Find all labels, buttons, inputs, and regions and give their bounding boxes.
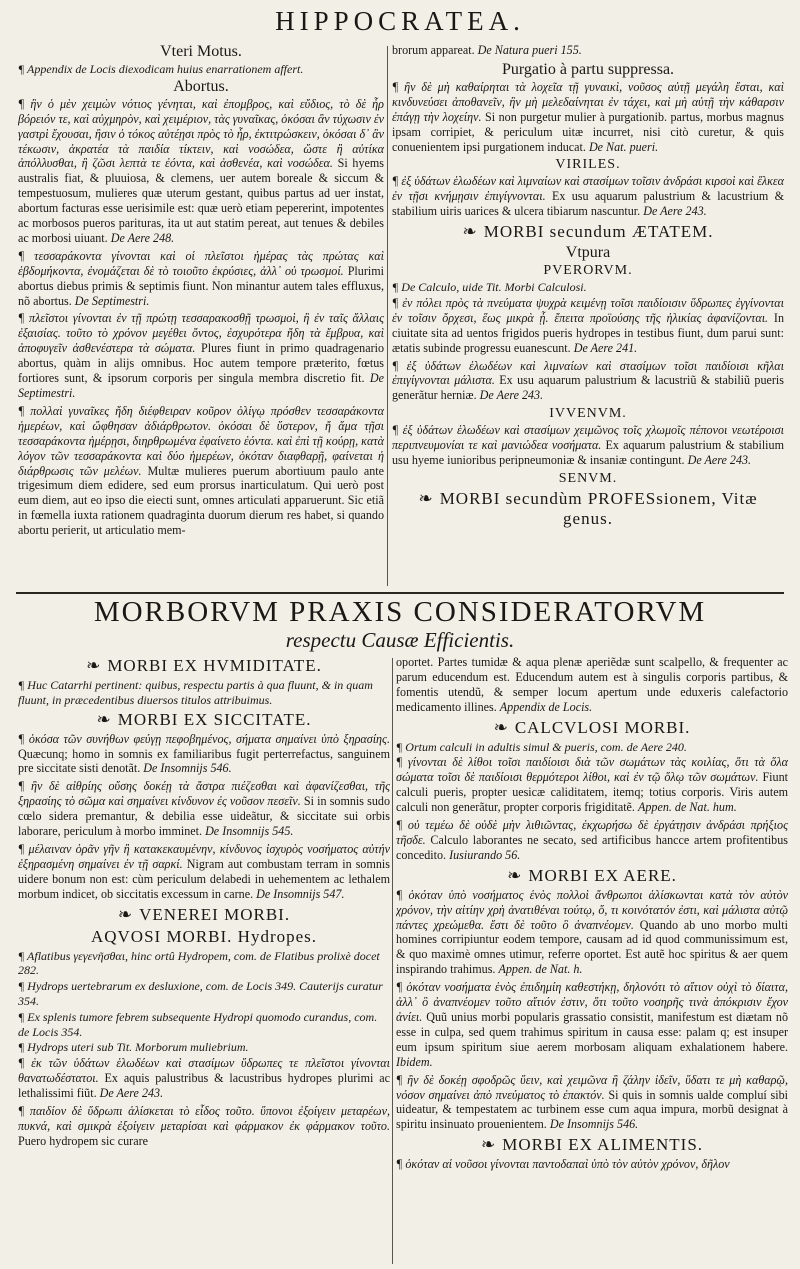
cross-reference-note: ¶ Appendix de Locis diexodicam huius enarrationem affert. <box>18 62 304 76</box>
cross-reference-note: ¶ Ortum calculi in adultis simul & pueris, com. de Aere 240. <box>396 739 687 754</box>
cross-reference-note: ¶ De Calculo, uide Tit. Morbi Calculosi. <box>392 280 587 295</box>
chapter-heading-text: VENEREI MORBI. <box>139 904 291 924</box>
cross-reference-note: ¶ Hydrops uertebrarum ex desluxione, com. de Locis 349. Cauterijs curatur 354. <box>18 979 383 1008</box>
citation: De Aere 243. <box>479 388 544 403</box>
latin-text: In ciuitate sita ad uentos frigidos pueris hydropes in testibus fiunt, dum parui sunt: ætatis subinde progressu euanescunt. <box>392 310 784 355</box>
latin-text: brorum appareat. <box>392 43 475 57</box>
citation: Appen. de Nat. h. <box>498 962 583 977</box>
latin-text: Plurimi abortus diebus primis & septimis fiunt. Non minantur autem tales effluxus, nõ abortus. <box>18 263 384 308</box>
paragraph <box>18 249 384 309</box>
citation: Iusiurando 56. <box>449 847 521 862</box>
paragraph <box>396 980 788 1069</box>
latin-text: Si hyems australis fiat, & pluuiosa, & clemens, uer autem boreale & siccum & tempestuosum, mulieres quæ uterum gestant, quibus partus ad uer instat, abortum facturas esse uerisimile est: quæ uerò etiam pepererint, impotentes ac morbosos pueros parituras, ita ut aut statim pereat, aut tenues & debiles ac morbosi uiuant. <box>18 156 384 245</box>
citation: Appendix de Locis. <box>499 699 593 714</box>
paragraph <box>18 404 384 538</box>
greek-text: ¶ τεσσαράκοντα γίνονται καὶ οἱ πλεῖστοι ἡμέρας τὰς πρώτας καὶ ἑβδομήκοντα, ἐνομάζεται δὲ τὸ τοιοῦτο ἐκρύσιες, ἀλλ᾽ οὐ τρωσμοί. <box>18 248 384 278</box>
paragraph <box>18 842 390 902</box>
chapter-heading-text: MORBI secundùm PROFESsionem, Vitæ genus. <box>439 489 758 529</box>
section-heading: Purgatio à partu suppressa. <box>501 60 675 78</box>
paragraph <box>18 1056 390 1101</box>
latin-text: Nigram aut combustam terram in somnis uidere bonum non est: cùm periculum delabedi in uehementem ac lethalem morbum indicet, ob siccitatis excessum in carne. <box>18 856 390 901</box>
latin-text: Quũ unius morbi popularis grassatio consistit, manifestum est diætam nõ esse in culpa, sed quem trahimus spiritum in causa esse: palam q; est insuper eum ipsum spiritum siue aerem morbosam aliquam exhalationem habere. <box>396 1010 788 1054</box>
citation: De Insomnijs 546. <box>549 1117 639 1132</box>
chapter-heading <box>18 656 390 676</box>
greek-text: ¶ πλεῖστοι γίνονται ἐν τῇ πρώτῃ τεσσαρακοσθῇ τρωσμοὶ, ἢ ἐν ταῖς ἄλλαις ἐξαισίας. τοῦτο τὸ χρόνον μεγέθει ὄντος, ἐσχυρότερα ἤδη τὰ ἔμβρυα, καὶ ἀποφυγεῖν ἀσθενέστερα τὰ σώματα. <box>18 311 384 356</box>
cross-reference-note: ¶ Huc Catarrhi pertinent: quibus, respectu partis à qua fluunt, & in quam fluunt, in præcedentibus diuersos titulos attribuimus. <box>18 678 373 707</box>
greek-text: ¶ παιδίον δὲ ὕδρωπι ἁλίσκεται τὸ εἶδος τοῦτο. ὕπονοι ἐξοίγειν μεταρέων, πυκνά, καὶ σμικρὰ ἐξοίγειν μεταρίσαι καὶ φάρμακον ἐκ φάρμακον τοῦτο. <box>18 1103 390 1133</box>
fleuron-icon: ❧ <box>507 865 523 885</box>
fleuron-icon: ❧ <box>86 656 102 675</box>
paragraph <box>396 1073 788 1133</box>
column-divider-top <box>387 46 388 586</box>
greek-text: ¶ ὁκόταν ὑπὸ νοσήματος ἑνὸς πολλοὶ ἄνθρωποι ἁλίσκωνται κατὰ τὸν αὐτὸν χρόνον, τὴν αἰτίην χρὴ ἀνατιθέναι τούτῳ, ὅ, τι κοινότατόν ἐστι, καὶ μάλιστα αὐτῷ πάντες χρεώμεθα. ἔστι δὲ τοῦτο ὃ ἀναπνέομεν. <box>396 887 788 932</box>
section-heading: IVVENVM. <box>549 406 627 422</box>
chapter-heading <box>392 489 784 529</box>
latin-text: oportet. Partes tumidæ & aqua plenæ aperiẽdæ sunt scalpello, & frequenter ac parum educendum est. Educendum autem est à singulis corporis partibus, & fomentis utendũ, & semper locum apertum unde eduxeris calefactorio medicamento illines. <box>396 655 788 714</box>
citation: De Aere 248. <box>110 230 175 245</box>
paragraph <box>18 779 390 839</box>
chapter-heading-text: MORBI EX ALIMENTIS. <box>502 1135 704 1155</box>
greek-text: ¶ οὐ τεμέω δὲ οὐδὲ μὴν λιθιῶντας, ἐκχωρήσω δὲ ἐργάτῃσιν ἀνδράσι πρήξιος τῆσδε. <box>396 818 788 847</box>
column-bottom-right <box>396 654 788 1264</box>
section-heading: VIRILES. <box>555 157 621 173</box>
citation: De Aere 243. <box>643 204 707 219</box>
column-divider-bottom <box>392 658 393 1264</box>
greek-text: ¶ ὁκόταν νοσήματα ἑνὸς ἐπιδημίη καθεστήκῃ, δηλονότι τὸ αἴτιον οὐχὶ τὸ δίαιτα, ἀλλ᾽ ὃ ἀναπνέομεν τοῦτο αἴτιόν ἐστιν, ὅτι τοῦτο νοσηρῆς τινὰ ἀπόκρισιν ἔχον ἀνίει. <box>396 980 788 1025</box>
latin-text: Ex usu aquarum palustrium & lacustriũ & stabiliũ pueris generãtur herniæ. <box>392 373 784 403</box>
section-subtitle: respectu Causæ Efficientis. <box>285 628 515 652</box>
section-heading: SENVM. <box>558 471 618 487</box>
fleuron-icon: ❧ <box>117 904 134 924</box>
paragraph <box>18 97 384 246</box>
chapter-heading-text: MORBI EX HVMIDITATE. <box>107 656 322 675</box>
paragraph <box>396 1157 788 1172</box>
section-heading: Abortus. <box>173 77 229 95</box>
latin-text: Ex usu aquarum palustrium & lacustrium & stabilium uiris uarices & ulcera tibiarum nascuntur. <box>392 189 784 219</box>
paragraph <box>392 43 784 58</box>
greek-text: ¶ πολλαὶ γυναῖκες ἤδη διέφθειραν κοῦρον ὀλίγῳ πρόσθεν τεσσαράκοντα ἡμερέων, καὶ ὤφθησαν ἀδιάρθρωτον. ὁκόσαι δὲ ὕστερον, ἤ ἅμα τῇσι τεσσαράκοντα ἡμέρῃσι, διηρθρωμένα ἐφαίνετο ἐόντα. καὶ ἐπὶ τῇ κούρῃ, κατὰ λόγον τῶν τεσσαράκοντα καὶ δύο ἡμερέων, ὁκόταν διαφθαρῇ, φαίνεται ἡ διάρθρωσις τῶν μελέων. <box>18 403 384 478</box>
column-bottom-left <box>18 654 390 1264</box>
citation: De Aere 243. <box>687 453 752 468</box>
latin-text: Ex aquis palustribus & lacustribus hydropes plurimi ac lethalissimi fiũt. <box>18 1071 390 1100</box>
paragraph <box>392 359 784 404</box>
cross-reference-note: ¶ Ex splenis tumore febrem subsequente Hydropi quomodo curandus, com. de Locis 354. <box>18 1009 378 1039</box>
paragraph <box>392 296 784 356</box>
paragraph <box>396 755 788 815</box>
chapter-heading <box>392 222 784 242</box>
latin-text: Puero hydropem sic curare <box>18 1133 148 1148</box>
greek-text: ¶ ἢν δὲ μὴ καθαίρηται τὰ λοχεῖα τῇ γυναικὶ, νοῦσος αὐτῇ μεγάλη ἔσται, καὶ κινδυνεύσει ἀποθανεῖν, ἢν μὴ μελεδαίνηται ἐν τάχει, καὶ μὴ αὐτῇ τὴν κάθαρσιν ἐπάγῃ τὴν λοχείην. <box>392 79 784 124</box>
latin-text: Calculo laborantes ne secato, sed artificibus hancce artem profitentibus concedito. <box>396 832 788 862</box>
latin-text: Multæ mulieres puerum abortiuum paulo ante trigesimum diem edidere, sed eum prorsus inarticulatum. Qui uerò post eum diem, aut eo ipso die eiecti sunt, omnes articulati apparuerunt. Sic etiã in fœmella iuxta rationem quadraginta duorum dierum res habet, si quando abortu perierit, ut articulatio mem- <box>18 463 384 538</box>
chapter-heading <box>396 718 788 738</box>
chapter-heading-text: MORBI EX AERE. <box>528 865 677 885</box>
citation: De Insomnijs 546. <box>143 761 232 776</box>
chapter-heading-text: AQVOSI MORBI. Hydropes. <box>90 926 318 946</box>
chapter-heading <box>18 905 390 925</box>
latin-text: Plures fiunt in primo quadragenario abortus, quàm in alijs omnibus. Hoc autem tempore præterito, fœtus fortiores sunt, & ipsorum corporis per singula membra discretio fit. <box>18 341 384 386</box>
paragraph <box>392 80 784 155</box>
chapter-heading <box>18 710 390 730</box>
section-rule <box>16 592 784 594</box>
citation: Ibidem. <box>396 1054 433 1069</box>
latin-text: Quando ab uno morbo multi homines corripiuntur eodem tempore, causam ad id quod communissimum est, & quo maximè omnes utimur, referre oportet. Est autẽ hoc spiritus & aer quem inspirando trahimus. <box>396 917 788 977</box>
greek-text: ¶ ἢν ὁ μὲν χειμὼν νότιος γένηται, καὶ ἐπομβρος, καὶ εὔδιος, τὸ δὲ ἦρ βόρειόν τε, καὶ αὐχμηρὸν, καὶ χειμέριον, τὰς γυναῖκας, ὁκόσαι ἂν τύχωσιν ἐν γαστρὶ ἔχουσαι, ἢσιν ὁ τόκος αὐτέῃσι πρὸς τὸ ἦρ, ἐκτιτρώσκειν, ὁκόσαι δ᾽ ἂν τέκωσιν, ἀκρατέα τὰ παιδία τίκτειν, καὶ νοσώδεα, ὥστε ἢ αὐτίκα ἀπόλλυσθαι, ἢ ζῶσι λεπτὰ τε ἐόντα, καὶ ἀσθενέα, καὶ νοσώδεα. <box>18 96 384 171</box>
greek-text: ¶ ἐξ ὑδάτων ἑλωδέων καὶ λιμναίων καὶ στασίμων τοῖσιν ἀνδράσι κιρσοὶ καὶ ἕλκεα ἐν τῇσι κνήμῃσιν ἐπιγίγνονται. <box>392 174 784 204</box>
chapter-heading <box>396 1135 788 1155</box>
paragraph <box>396 655 788 715</box>
section-heading: PVERORVM. <box>543 263 633 279</box>
citation: De Septimestri. <box>18 371 384 401</box>
paragraph <box>18 1104 390 1149</box>
citation: De Natura pueri 155. <box>477 43 582 57</box>
paragraph <box>392 174 784 219</box>
latin-text: Si in somnis sudo cœlo sidera premantur, & debilia esse uideãtur, & siccitate sui orbis laborare, periculum à morbo imminet. <box>18 794 390 839</box>
column-top-left <box>18 42 384 587</box>
paragraph <box>396 888 788 977</box>
greek-text: ¶ ὁκόσα τῶν συνήθων φεύγῃ πεφοβημένος, σήματα σημαίνει ὑπὸ ξηρασίης. <box>18 731 390 746</box>
chapter-heading <box>18 927 390 947</box>
fleuron-icon: ❧ <box>96 709 112 729</box>
citation: De Septimestri. <box>74 293 150 308</box>
latin-text: Ex aquarum palustrium & stabilium usu hyeme iunioribus peripneumoniæ & insaniæ contingunt. <box>392 438 784 468</box>
fleuron-icon: ❧ <box>480 1135 497 1155</box>
greek-text: ¶ ὁκόταν αἱ νοῦσοι γίνονται παντοδαπαὶ ὑπὸ τὸν αὐτὸν χρόνον, δῆλον <box>396 1157 730 1172</box>
chapter-heading-text: MORBI EX SICCITATE. <box>117 709 312 729</box>
paragraph <box>396 818 788 863</box>
section-heading: Vtpura <box>565 244 611 262</box>
citation: De Aere 243. <box>99 1085 164 1100</box>
paragraph <box>18 311 384 400</box>
greek-text: ¶ ἐξ ὑδάτων ἑλωδέων καὶ στασίμων χειμῶνος τοῖς χλωμοῖς πέπονοι νεωτέροισι περιπνευμονίαι τε καὶ μανιώδεα νοσήματα. <box>392 423 784 453</box>
cross-reference-note: ¶ Aflatibus γεγενῆσθαι, hinc ortû Hydropem, com. de Flatibus prolixè docet 282. <box>18 948 380 978</box>
chapter-heading-text: CALCVLOSI MORBI. <box>514 717 691 737</box>
greek-text: ¶ ἢν δὲ δοκέῃ σφοδρῶς ὕειν, καὶ χειμῶνα ἢ ζάλην ἰδεῖν, ὕδατι τε μὴ καθαρῷ, νόσον σημαίνει ἀπὸ πνεύματος τὸ ἐπακτόν. <box>396 1072 788 1102</box>
greek-text: ¶ ἐκ τῶν ὑδάτων ἑλωδέων καὶ στασίμων ὕδρωπες τε πλεῖστοι γίνονται θανατωδέστατοι. <box>18 1056 390 1086</box>
latin-text: Fiunt calculi pueris, propter uesicæ caliditatem, itemq; totius corporis. Viris autem calculi non generãtur, propter corporis frigiditatẽ. <box>396 770 788 815</box>
section-title: MORBORVM PRAXIS CONSIDERATORVM <box>93 596 707 628</box>
greek-text: ¶ ἢν δὲ αἰθρίης οὔσης δοκέῃ τὰ ἄστρα πιέζεσθαι καὶ ἀφανίζεσθαι, τῆς ξηρασίης τὸ σῶμα καὶ σημαίνει κίνδυνον ἐς νοῦσον πεσεῖν. <box>18 779 390 809</box>
greek-text: ¶ ἐξ ὑδάτων ἑλωδέων καὶ λιμναίων καὶ στασίμων τοῖσι παιδίοισι κῆλαι ἐπιγίγνονται μάλιστα. <box>392 358 784 388</box>
greek-text: ¶ μέλαιναν ὁρᾶν γῆν ἢ κατακεκαυμένην, κίνδυνος ἰσχυρὸς νοσήματος αὐτήν ἐξηρασμένη σημαίνει ἐν τῇ σαρκί. <box>18 841 390 871</box>
latin-text: Si quis in somnis ualde compluí sibi uideatur, & tempestatem ac turbinem esse cum aqua impura, morbũ designat à spiritu insinuato prouenientem. <box>396 1087 788 1132</box>
chapter-heading-text: MORBI secundum ÆTATEM. <box>483 222 714 242</box>
citation: De Insomnijs 545. <box>205 824 294 839</box>
paragraph <box>392 423 784 468</box>
citation: De Insomnijs 547. <box>256 886 345 901</box>
latin-text: Si non purgetur mulier à purgationib. partus, morbus magnus ipsam corripiet, & periculum uitæ incurret, nisi citò curetur, & quis conuenientem ipsi purgationem inducat. <box>392 109 784 154</box>
fleuron-icon: ❧ <box>418 489 434 509</box>
greek-text: ¶ γίνονται δὲ λίθοι τοῖσι παιδίοισι διὰ τῶν σωμάτων τὰς κοιλίας, ὅτι τὰ ὅλα σώματα τοῖσι δὲ παιδίοισι θερμότεροι λίθοι, καὶ ἐν τῷ ὅλῳ τῶν σωμάτων. <box>396 755 788 785</box>
citation: De Nat. pueri. <box>588 139 659 154</box>
citation: Appen. de Nat. hum. <box>637 800 737 815</box>
fleuron-icon: ❧ <box>493 717 509 737</box>
paragraph <box>18 732 390 777</box>
column-top-right <box>392 42 784 587</box>
greek-text: ¶ ἐν πόλει πρὸς τὰ πνεύματα ψυχρὰ κειμένῃ τοῖσι παιδίοισιν ὕδρωπες ἐγγίνονται ἐν τοῖσιν ὄρχεσι, ἕως μικρὰ ᾖ. ἔπειτα προϊούσης τῆς ἡλικίας ἀφανίζονται. <box>392 295 784 325</box>
running-head: HIPPOCRATEA. <box>275 6 525 36</box>
fleuron-icon: ❧ <box>462 222 478 242</box>
section-heading: Vteri Motus. <box>160 43 242 60</box>
chapter-heading <box>396 866 788 886</box>
cross-reference-note: ¶ Hydrops uteri sub Tit. Morborum muliebrium. <box>18 1040 249 1055</box>
latin-text: Quæcunq; homo in somnis ex familiaribus fugit perterrefactus, sanguinem pre siccitate sisti denotãt. <box>18 746 390 776</box>
citation: De Aere 241. <box>573 340 638 355</box>
